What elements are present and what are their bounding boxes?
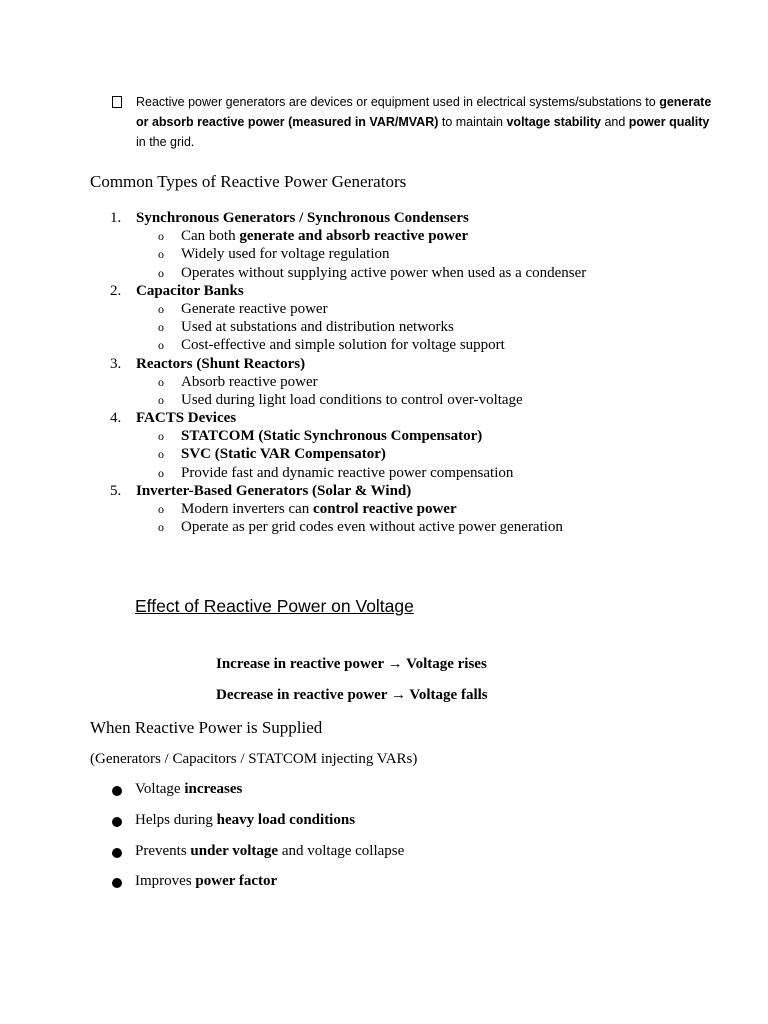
relation-increase: Increase in reactive power → Voltage rises xyxy=(216,656,487,672)
sub-segment-text: Operate as per grid codes even without active power generation xyxy=(181,519,563,536)
sub-segment-bold: STATCOM (Static Synchronous Compensator) xyxy=(181,428,483,445)
missing-glyph-bullet-icon xyxy=(112,96,122,108)
sub-item-text xyxy=(181,336,505,354)
sub-segment-text: Used at substations and distribution networks xyxy=(181,319,454,336)
intro-segment-bold: voltage stability xyxy=(506,115,601,129)
circle-bullet-icon: o xyxy=(158,447,164,462)
sub-item-text xyxy=(181,300,328,318)
bullet-segment-bold: heavy load conditions xyxy=(216,812,356,828)
sub-item-text xyxy=(181,391,523,409)
filled-bullet-icon xyxy=(112,878,122,888)
sub-segment-bold: SVC (Static VAR Compensator) xyxy=(181,446,386,463)
type-title: Inverter-Based Generators (Solar & Wind) xyxy=(136,482,412,499)
bullet-segment-bold: under voltage xyxy=(190,843,279,859)
sub-segment-text: Modern inverters can xyxy=(181,501,314,517)
intro-segment-text: to maintain xyxy=(438,115,507,129)
sub-item-text xyxy=(181,427,482,445)
circle-bullet-icon: o xyxy=(158,392,164,407)
bullet-segment-text: Improves xyxy=(135,873,196,889)
sub-item-text xyxy=(181,264,586,282)
common-types-heading: Common Types of Reactive Power Generators xyxy=(90,172,407,191)
intro-segment-text: Reactive power generators are devices or equipment used in electrical systems/substations to xyxy=(136,95,660,109)
filled-bullet-icon xyxy=(112,786,122,796)
circle-bullet-icon: o xyxy=(158,265,164,280)
bullet-segment-text: Helps during xyxy=(135,812,217,828)
type-title: FACTS Devices xyxy=(136,410,237,427)
effect-heading: Effect of Reactive Power on Voltage xyxy=(135,596,414,616)
sub-segment-bold: control reactive power xyxy=(313,501,457,517)
intro-segment-text: in the grid. xyxy=(136,135,195,149)
intro-text xyxy=(136,92,712,152)
circle-bullet-icon: o xyxy=(158,320,164,335)
circle-bullet-icon: o xyxy=(158,502,164,516)
sub-segment-text: Provide fast and dynamic reactive power compensation xyxy=(181,464,514,481)
sub-segment-bold: generate and absorb reactive power xyxy=(239,228,469,245)
circle-bullet-icon: o xyxy=(158,374,164,389)
bullet-segment-text: and voltage collapse xyxy=(278,843,405,859)
sub-item-text xyxy=(181,518,563,536)
circle-bullet-icon: o xyxy=(158,429,164,444)
type-title: Reactors (Shunt Reactors) xyxy=(136,355,306,372)
sub-segment-text: Can both xyxy=(181,228,240,245)
sub-item-text xyxy=(181,500,457,518)
sub-item-text xyxy=(181,227,468,245)
intro-segment-bold: generate or absorb reactive power (measured in VAR/MVAR) xyxy=(136,95,712,129)
sub-segment-text: Cost-effective and simple solution for voltage support xyxy=(181,337,505,354)
circle-bullet-icon: o xyxy=(158,465,164,480)
sub-item-text xyxy=(181,464,513,482)
type-title: Capacitor Banks xyxy=(136,282,244,299)
intro-paragraph xyxy=(112,92,712,152)
type-number: 3. xyxy=(110,355,122,372)
sub-segment-text: Used during light load conditions to control over-voltage xyxy=(181,391,523,408)
type-number: 5. xyxy=(110,482,122,499)
supplied-bullet-text xyxy=(135,781,242,798)
bullet-segment-text: Voltage xyxy=(135,781,185,797)
circle-bullet-icon: o xyxy=(158,301,164,316)
sub-item-text xyxy=(181,445,386,463)
type-number: 2. xyxy=(110,282,122,299)
supplied-note: (Generators / Capacitors / STATCOM injecting VARs) xyxy=(90,751,418,767)
circle-bullet-icon: o xyxy=(158,229,164,244)
supplied-bullet-text xyxy=(135,843,404,860)
sub-item-text xyxy=(181,245,390,263)
supplied-bullet-text xyxy=(135,812,355,829)
intro-segment-bold: power quality xyxy=(628,115,710,129)
sub-item-text xyxy=(181,318,454,336)
type-number: 1. xyxy=(110,210,122,226)
intro-segment-text: and xyxy=(600,115,629,129)
type-number: 4. xyxy=(110,410,122,427)
sub-segment-text: Operates without supplying active power when used as a condenser xyxy=(181,264,587,281)
supplied-heading: When Reactive Power is Supplied xyxy=(90,718,323,737)
filled-bullet-icon xyxy=(112,848,122,858)
circle-bullet-icon: o xyxy=(158,520,164,535)
relation-decrease: Decrease in reactive power → Voltage falls xyxy=(216,687,488,703)
sub-segment-text: Generate reactive power xyxy=(181,300,328,317)
sub-segment-text: Absorb reactive power xyxy=(181,373,318,390)
circle-bullet-icon: o xyxy=(158,247,164,262)
circle-bullet-icon: o xyxy=(158,338,164,353)
bullet-segment-bold: increases xyxy=(184,781,243,797)
bullet-segment-text: Prevents xyxy=(135,843,191,859)
sub-segment-text: Widely used for voltage regulation xyxy=(181,246,390,263)
filled-bullet-icon xyxy=(112,817,122,827)
sub-item-text xyxy=(181,373,318,391)
bullet-segment-bold: power factor xyxy=(195,873,278,889)
supplied-bullet-text xyxy=(135,873,277,890)
type-title: Synchronous Generators / Synchronous Condensers xyxy=(136,210,469,226)
